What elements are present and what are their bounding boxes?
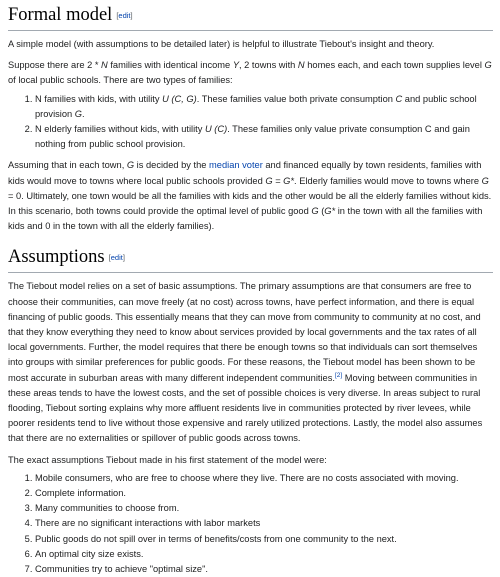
- paragraph-median-voter: Assuming that in each town, G is decided by the median voter and financed equally by town residents, families with kids would move to towns where local public schools provided G = G*. Elderly families would move to towns where G = 0. Ultimately, one town would be all the families with kids and the other would be all the elderly families without kids. In this scenario, both towns could provide the optimal level of public good G (G* in the town with all the families with kids and 0 in the town with all the elderly families).: [8, 160, 492, 232]
- paragraph-exact-assumptions: The exact assumptions Tiebout made in his first statement of the model were:: [8, 454, 327, 465]
- list-item: 1. Mobile consumers, who are free to choose where they live. There are no costs associated with moving.: [35, 471, 493, 486]
- citation-link[interactable]: [2]: [334, 371, 343, 379]
- list-item: 5. Public goods do not spill over in terms of benefits/costs from one community to the next.: [35, 532, 493, 547]
- paragraph-suppose: Suppose there are 2 * N families with identical income Y, 2 towns with N homes each, and each town supplies level G of local public schools. There are two types of families:: [8, 60, 492, 86]
- paragraph-assumptions: The Tiebout model relies on a set of basic assumptions. The primary assumptions are that consumers are free to choose their communities, can move freely (at no cost) across towns, have perfect information, and there is equal financing of public goods. This essentially means that they can move from community to community at no cost, and that they know everything they need to know about services provided by local governments and the tax rates of all local governments. Further, the model requires that there be enough towns so that individuals can sort themselves into groups with similar preferences for public goods. For these reasons, the Tiebout model has been shown to be most accurate in suburban areas with many different independent communities.[2] Moving between communities in these areas tends to have the lowest costs, and the set of possible choices is very diverse. In areas subject to rural flooding, Tiebout sorting explains why more affluent residents live in communities protected by river levees, while poorer residents tend to live without those expensive and rarely utilized protections. Lastly, the model also assumes that there are no externalities or spillover of public goods across towns.: [8, 281, 483, 444]
- edit-link-formal-model[interactable]: edit: [118, 11, 131, 20]
- list-item: 7. Communities try to achieve "optimal size".: [35, 562, 493, 577]
- heading-title: Formal model: [8, 5, 113, 25]
- list-item: 1. N families with kids, with utility U (C, G). These families value both private consumption C and public school provision G.: [35, 92, 493, 122]
- heading-title: Assumptions: [8, 247, 105, 268]
- section-heading-formal-model: [8, 3, 493, 31]
- median-voter-link[interactable]: median voter: [209, 160, 263, 171]
- section-heading-assumptions: [8, 245, 493, 273]
- assumptions-list: [8, 471, 493, 577]
- list-item: 3. Many communities to choose from.: [35, 501, 493, 516]
- edit-section-link: [edit]: [116, 11, 133, 20]
- list-item: 2. N elderly families without kids, with utility U (C). These families only value private consumption C and gain nothing from public school provision.: [35, 122, 493, 152]
- list-item: 6. An optimal city size exists.: [35, 547, 493, 562]
- list-item: 4. There are no significant interactions with labor markets: [35, 516, 493, 531]
- paragraph-intro: A simple model (with assumptions to be detailed later) is helpful to illustrate Tiebout's insight and theory.: [8, 39, 435, 49]
- edit-section-link: [edit]: [108, 253, 125, 263]
- list-item: 2. Complete information.: [35, 486, 493, 501]
- edit-link-assumptions[interactable]: edit: [110, 253, 123, 263]
- family-types-list: [8, 92, 493, 153]
